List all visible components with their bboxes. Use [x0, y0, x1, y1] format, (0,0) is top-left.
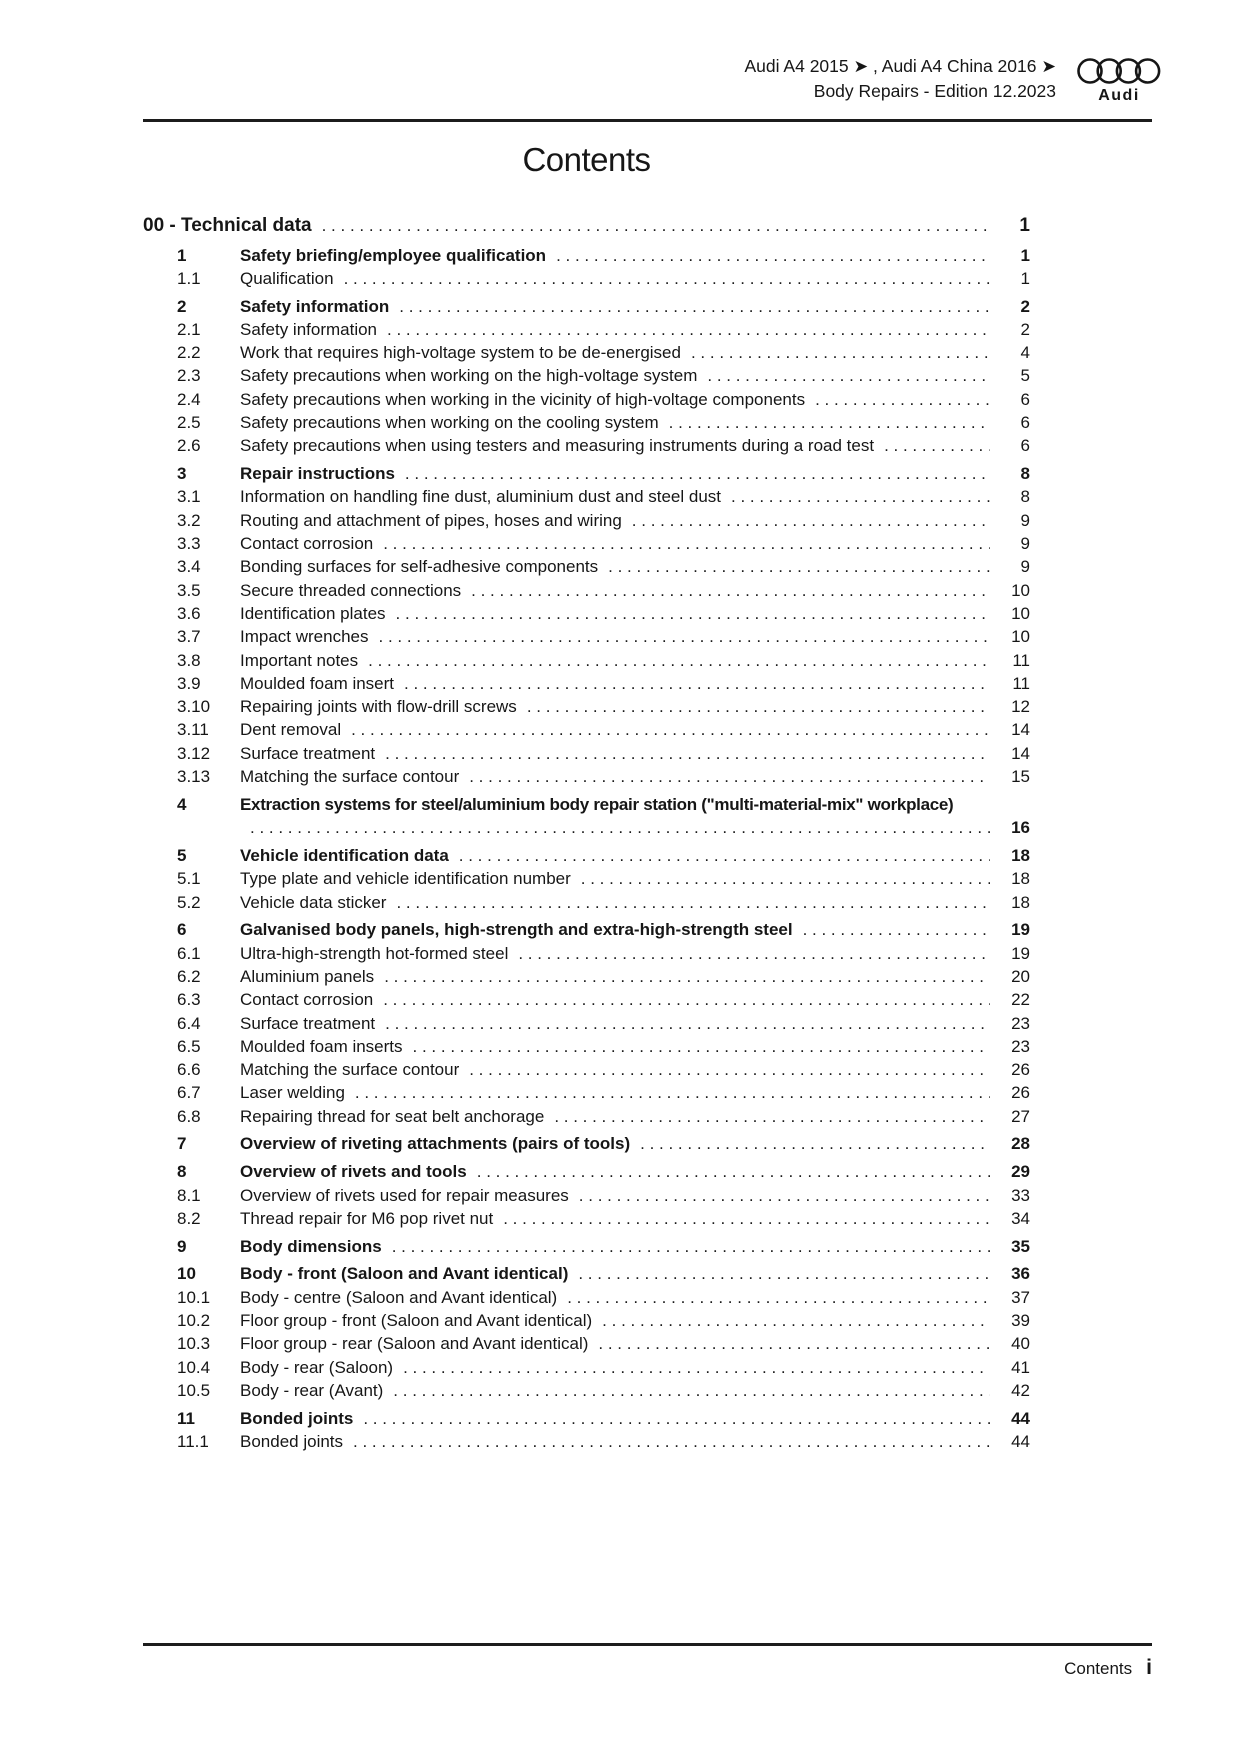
- toc-leader-dots: [731, 485, 990, 508]
- toc-leader-dots: [353, 1430, 990, 1453]
- toc-entry-title: Repair instructions: [240, 464, 395, 484]
- toc-entry: [143, 411, 1030, 434]
- toc-entry-number: 2: [177, 296, 187, 316]
- toc-entry-title: Bonded joints: [240, 1432, 344, 1452]
- toc-leader-dots: [640, 1132, 990, 1155]
- toc-leader-dots: [368, 649, 990, 672]
- toc-entry: [143, 1207, 1030, 1230]
- toc-entry: [143, 891, 1030, 914]
- toc-entry-number: 3.11: [177, 720, 209, 740]
- toc-entry-page: 6: [1020, 436, 1030, 456]
- toc-entry: [143, 532, 1030, 555]
- toc-entry-page: 8: [1020, 464, 1030, 484]
- page-title: Contents: [522, 141, 651, 178]
- toc-entry-number: 3.13: [177, 767, 211, 787]
- toc-leader-dots: [399, 295, 990, 318]
- toc-entry-page: 1: [1020, 268, 1030, 288]
- toc-leader-dots: [691, 341, 990, 364]
- header-divider: [143, 119, 1152, 122]
- toc-leader-dots: [581, 867, 990, 890]
- toc-leader-dots: [803, 918, 990, 941]
- toc-entry-page: 10: [1011, 603, 1030, 623]
- toc-entry-title: Laser welding: [240, 1083, 345, 1103]
- toc-entry-page: 6: [1020, 413, 1030, 433]
- toc-entry-title: Body - centre (Saloon and Avant identical): [240, 1287, 558, 1307]
- toc-entry-title: Bonding surfaces for self-adhesive components: [240, 557, 599, 577]
- toc-entry-title: Overview of rivets used for repair measures: [240, 1185, 569, 1205]
- toc-entry-title: Body - rear (Avant): [240, 1380, 384, 1400]
- toc-leader-dots: [503, 1207, 990, 1230]
- toc-entry-number: 3.5: [177, 580, 201, 600]
- toc-entry: [143, 1058, 1030, 1081]
- toc-entry: [143, 942, 1030, 965]
- toc-entry-number: 6.7: [177, 1083, 201, 1103]
- toc-entry: [143, 844, 1030, 867]
- toc-entry-title: Safety precautions when working on the cooling system: [240, 413, 659, 433]
- toc-entry-number: 5.1: [177, 869, 201, 889]
- toc-entry: [143, 649, 1030, 672]
- toc-entry-page: 14: [1011, 743, 1030, 763]
- toc-entry-number: 2.5: [177, 413, 201, 433]
- toc-entry-title: Moulded foam inserts: [240, 1036, 403, 1056]
- toc-entry-title: Type plate and vehicle identification number: [240, 869, 571, 889]
- toc-entry: [143, 1286, 1030, 1309]
- toc-entry-title: Repairing thread for seat belt anchorage: [240, 1106, 545, 1126]
- toc-entry-title: Qualification: [240, 268, 334, 288]
- toc-entry-title: Safety briefing/employee qualification: [240, 245, 547, 265]
- toc-entry: [143, 1407, 1030, 1430]
- toc-leader-dots: [355, 1081, 990, 1104]
- toc-entry-title: Body - rear (Saloon): [240, 1357, 394, 1377]
- toc-entry: [143, 295, 1030, 318]
- footer-page-number: i: [1146, 1656, 1152, 1679]
- toc-entry-title: Aluminium panels: [240, 966, 375, 986]
- toc-entry: [143, 462, 1030, 485]
- toc-entry-title: Safety precautions when working in the vicinity of high-voltage components: [240, 389, 806, 409]
- toc-entry-page: 39: [1011, 1311, 1030, 1331]
- toc-leader-dots: [250, 816, 990, 839]
- toc-leader-dots: [396, 602, 990, 625]
- toc-entry: [143, 867, 1030, 890]
- toc-entry-title: Routing and attachment of pipes, hoses and wiring: [240, 510, 622, 530]
- toc-entry-title: Body - front (Saloon and Avant identical): [240, 1264, 569, 1284]
- toc-entry-title: Identification plates: [240, 603, 386, 623]
- toc-leader-dots: [669, 411, 990, 434]
- toc-entry-number: 10: [177, 1264, 196, 1284]
- toc-entry-number: 11.1: [177, 1432, 209, 1452]
- toc-entry-number: 3.12: [177, 743, 211, 763]
- audi-wordmark: Audi: [1098, 87, 1140, 104]
- toc-entry-number: 2.4: [177, 389, 201, 409]
- toc-entry-title: Ultra-high-strength hot-formed steel: [240, 943, 509, 963]
- toc-entry-title: Overview of rivets and tools: [240, 1162, 467, 1182]
- toc-entry-number: 6.1: [177, 943, 201, 963]
- toc-entry: [143, 1262, 1030, 1285]
- toc-leader-dots: [383, 988, 990, 1011]
- toc-entry-number: 3.1: [177, 487, 201, 507]
- toc-entry: [143, 244, 1030, 267]
- toc-entry-number: 6.5: [177, 1036, 201, 1056]
- toc-leader-dots: [608, 555, 990, 578]
- toc-entry-title: Surface treatment: [240, 1013, 376, 1033]
- toc-entry-number: 3.10: [177, 697, 211, 717]
- toc-entry: [143, 1035, 1030, 1058]
- toc-entry: [143, 816, 1030, 839]
- toc-leader-dots: [405, 462, 990, 485]
- toc-entry-number: 10.5: [177, 1380, 211, 1400]
- toc-entry-page: 23: [1011, 1013, 1030, 1033]
- toc-entry-number: 1.1: [177, 268, 201, 288]
- toc-entry-number: 3: [177, 464, 187, 484]
- toc-entry-title: Work that requires high-voltage system to be de-energised: [240, 343, 681, 363]
- toc-entry-number: 6.3: [177, 990, 201, 1010]
- toc-entry-title: Galvanised body panels, high-strength and extra-high-strength steel: [240, 920, 793, 940]
- toc-entry: [143, 579, 1030, 602]
- toc-entry-page: 35: [1011, 1236, 1030, 1256]
- toc-entry-page: 33: [1011, 1185, 1030, 1205]
- toc-entry-number: 6.6: [177, 1060, 201, 1080]
- page-footer: [143, 1656, 1152, 1680]
- toc-entry-title: Surface treatment: [240, 743, 376, 763]
- toc-leader-dots: [567, 1286, 990, 1309]
- toc-entry: [143, 267, 1030, 290]
- toc-entry-number: 9: [177, 1236, 187, 1256]
- toc-entry: [143, 1430, 1030, 1453]
- toc-list: [143, 212, 1030, 1453]
- toc-entry: [143, 1309, 1030, 1332]
- toc-entry-page: 5: [1020, 366, 1030, 386]
- toc-entry-number: 8.2: [177, 1208, 201, 1228]
- toc-entry-page: 8: [1020, 487, 1030, 507]
- toc-leader-dots: [632, 509, 990, 532]
- toc-entry-title: Bonded joints: [240, 1408, 354, 1428]
- toc-entry-page: 37: [1011, 1287, 1030, 1307]
- toc-entry-number: 11: [177, 1408, 195, 1428]
- header-model-line: Audi A4 2015 ➤ , Audi A4 China 2016 ➤: [744, 56, 1056, 76]
- toc-entry: [143, 602, 1030, 625]
- toc-leader-dots: [387, 318, 990, 341]
- toc-entry-page: 18: [1011, 892, 1030, 912]
- toc-leader-dots: [884, 434, 990, 457]
- toc-leader-dots: [385, 1012, 990, 1035]
- toc-entry: [143, 1379, 1030, 1402]
- toc-entry: [143, 1332, 1030, 1355]
- toc-entry-title: 00 - Technical data: [143, 215, 312, 236]
- toc-entry-page: 14: [1011, 720, 1030, 740]
- toc-leader-dots: [384, 965, 990, 988]
- toc-entry-title: Dent removal: [240, 720, 342, 740]
- toc-entry: [143, 625, 1030, 648]
- toc-entry-number: 6.4: [177, 1013, 201, 1033]
- toc-entry-title: Body dimensions: [240, 1236, 382, 1256]
- toc-leader-dots: [322, 212, 990, 239]
- toc-entry: [143, 965, 1030, 988]
- toc-entry-page: 15: [1011, 767, 1030, 787]
- toc-leader-dots: [385, 742, 990, 765]
- toc-entry-title: Safety precautions when working on the high-voltage system: [240, 366, 698, 386]
- toc-entry: [143, 1235, 1030, 1258]
- toc-entry-page: 16: [1011, 818, 1030, 838]
- toc-entry-number: 2.3: [177, 366, 201, 386]
- toc-entry: [143, 742, 1030, 765]
- toc-entry: [143, 212, 1030, 239]
- toc-leader-dots: [403, 1356, 990, 1379]
- toc-entry-number: 3.9: [177, 673, 201, 693]
- toc-leader-dots: [469, 765, 990, 788]
- toc-entry-title: Secure threaded connections: [240, 580, 462, 600]
- toc-entry: [143, 485, 1030, 508]
- toc-entry-page: 26: [1011, 1083, 1030, 1103]
- toc-entry-page: 42: [1011, 1380, 1030, 1400]
- toc-leader-dots: [554, 1105, 990, 1128]
- toc-leader-dots: [344, 267, 990, 290]
- toc-entry: [143, 1356, 1030, 1379]
- toc-entry-page: 1: [1019, 215, 1030, 236]
- toc-entry-page: 22: [1011, 990, 1030, 1010]
- toc-entry: [143, 364, 1030, 387]
- toc-leader-dots: [527, 695, 990, 718]
- toc-entry-title: Floor group - rear (Saloon and Avant identical): [240, 1334, 589, 1354]
- toc-entry-number: 1: [177, 245, 187, 265]
- toc-entry-page: 10: [1011, 627, 1030, 647]
- toc-entry-title: Extraction systems for steel/aluminium body repair station ("multi-material-mix" workplace): [240, 794, 954, 814]
- toc-leader-dots: [707, 364, 990, 387]
- audi-rings-icon: [1076, 56, 1162, 86]
- toc-entry-page: 9: [1020, 557, 1030, 577]
- toc-entry-page: 20: [1011, 966, 1030, 986]
- toc-entry-number: 2.1: [177, 319, 201, 339]
- toc-leader-dots: [351, 718, 990, 741]
- toc-entry: [143, 672, 1030, 695]
- toc-entry-title: Thread repair for M6 pop rivet nut: [240, 1208, 494, 1228]
- toc-entry: [143, 793, 1030, 816]
- toc-entry-page: 1: [1020, 245, 1030, 265]
- toc-entry-page: 27: [1011, 1106, 1030, 1126]
- toc-leader-dots: [598, 1332, 990, 1355]
- toc-entry: [143, 1160, 1030, 1183]
- toc-entry: [143, 765, 1030, 788]
- footer-section-label: Contents: [1064, 1659, 1133, 1678]
- toc-entry-title: Repairing joints with flow-drill screws: [240, 697, 517, 717]
- toc-leader-dots: [469, 1058, 990, 1081]
- toc-entry-title: Impact wrenches: [240, 627, 369, 647]
- toc-entry: [143, 1132, 1030, 1155]
- toc-entry-number: 3.8: [177, 650, 201, 670]
- toc-entry-page: 2: [1020, 296, 1030, 316]
- toc-entry-page: 34: [1011, 1208, 1030, 1228]
- toc-entry-page: 19: [1011, 943, 1030, 963]
- toc-leader-dots: [556, 244, 990, 267]
- header-edition-line: Body Repairs - Edition 12.2023: [813, 81, 1056, 101]
- toc-entry: [143, 509, 1030, 532]
- toc-entry: [143, 988, 1030, 1011]
- toc-entry-page: 9: [1020, 534, 1030, 554]
- toc-entry-title: Contact corrosion: [240, 990, 374, 1010]
- toc-entry-page: 6: [1020, 389, 1030, 409]
- toc-entry-number: 6.8: [177, 1106, 201, 1126]
- toc-entry-number: 7: [177, 1134, 187, 1154]
- toc-leader-dots: [579, 1184, 990, 1207]
- toc-entry-page: 2: [1020, 319, 1030, 339]
- toc-leader-dots: [602, 1309, 990, 1332]
- toc-entry-number: 4: [177, 794, 187, 814]
- toc-leader-dots: [471, 579, 990, 602]
- toc-entry: [143, 1105, 1030, 1128]
- page-content: [143, 141, 1030, 1453]
- toc-leader-dots: [518, 942, 990, 965]
- footer-divider: [143, 1643, 1152, 1646]
- toc-entry-page: 19: [1011, 920, 1030, 940]
- toc-entry-page: 44: [1011, 1432, 1030, 1452]
- toc-entry-number: 2.2: [177, 343, 201, 363]
- toc-entry-number: 5.2: [177, 892, 201, 912]
- toc-entry-number: 8.1: [177, 1185, 201, 1205]
- toc-entry-number: 8: [177, 1162, 187, 1182]
- toc-entry-number: 3.3: [177, 534, 201, 554]
- toc-entry-page: 23: [1011, 1036, 1030, 1056]
- toc-entry-page: 10: [1011, 580, 1030, 600]
- toc-leader-dots: [413, 1035, 990, 1058]
- toc-entry-title: Floor group - front (Saloon and Avant identical): [240, 1311, 593, 1331]
- toc-entry-page: 11: [1012, 650, 1030, 670]
- toc-entry-page: 26: [1011, 1060, 1030, 1080]
- toc-leader-dots: [396, 891, 990, 914]
- toc-entry-title: Safety precautions when using testers and measuring instruments during a road test: [240, 436, 875, 456]
- toc-entry-page: 11: [1012, 673, 1030, 693]
- toc-entry: [143, 1081, 1030, 1104]
- toc-entry-number: 10.2: [177, 1311, 211, 1331]
- toc-entry-page: 41: [1011, 1357, 1030, 1377]
- toc-leader-dots: [379, 625, 991, 648]
- toc-leader-dots: [404, 672, 990, 695]
- toc-entry: [143, 718, 1030, 741]
- toc-entry: [143, 1184, 1030, 1207]
- toc-entry-number: 6.2: [177, 966, 201, 986]
- toc-entry-page: 12: [1011, 697, 1030, 717]
- toc-entry-title: Vehicle identification data: [240, 845, 449, 865]
- toc-entry: [143, 388, 1030, 411]
- page-header: [143, 54, 1152, 104]
- toc-entry-page: 28: [1011, 1134, 1030, 1154]
- toc-leader-dots: [459, 844, 990, 867]
- toc-entry-number: 2.6: [177, 436, 201, 456]
- toc-entry-title: Moulded foam insert: [240, 673, 395, 693]
- toc-entry: [143, 341, 1030, 364]
- toc-entry-title: Safety information: [240, 296, 390, 316]
- toc-entry-number: 3.4: [177, 557, 201, 577]
- toc-entry-title: Information on handling fine dust, aluminium dust and steel dust: [240, 487, 722, 507]
- toc-entry: [143, 695, 1030, 718]
- toc-entry-title: Matching the surface contour: [240, 767, 460, 787]
- toc-entry-page: 4: [1020, 343, 1030, 363]
- toc-entry-number: 5: [177, 845, 187, 865]
- audi-logo: [1076, 56, 1162, 105]
- toc-entry-number: 3.2: [177, 510, 201, 530]
- toc-entry-title: Contact corrosion: [240, 534, 374, 554]
- toc-entry: [143, 918, 1030, 941]
- toc-entry-number: 3.7: [177, 627, 201, 647]
- toc-entry: [143, 434, 1030, 457]
- toc-leader-dots: [393, 1379, 990, 1402]
- toc-entry-title: Safety information: [240, 319, 378, 339]
- toc-entry-page: 40: [1011, 1334, 1030, 1354]
- toc-leader-dots: [578, 1262, 990, 1285]
- toc-entry-number: 10.1: [177, 1287, 211, 1307]
- toc-entry-title: Important notes: [240, 650, 359, 670]
- toc-entry-title: Matching the surface contour: [240, 1060, 460, 1080]
- toc-leader-dots: [815, 388, 990, 411]
- toc-entry-page: 18: [1011, 845, 1030, 865]
- toc-entry-page: 29: [1011, 1162, 1030, 1182]
- toc-entry: [143, 318, 1030, 341]
- toc-entry-page: 18: [1011, 869, 1030, 889]
- toc-entry-title: Vehicle data sticker: [240, 892, 387, 912]
- header-text: [143, 54, 1152, 104]
- toc-entry: [143, 1012, 1030, 1035]
- toc-entry-number: 3.6: [177, 603, 201, 623]
- toc-entry: [143, 555, 1030, 578]
- toc-entry-number: 10.3: [177, 1334, 211, 1354]
- toc-entry-number: 10.4: [177, 1357, 211, 1377]
- toc-entry-page: 44: [1011, 1408, 1030, 1428]
- toc-entry-page: 36: [1011, 1264, 1030, 1284]
- toc-entry-number: 6: [177, 920, 187, 940]
- toc-leader-dots: [363, 1407, 990, 1430]
- toc-entry-title: Overview of riveting attachments (pairs of tools): [240, 1134, 631, 1154]
- toc-leader-dots: [477, 1160, 990, 1183]
- toc-entry-page: 9: [1020, 510, 1030, 530]
- toc-leader-dots: [383, 532, 990, 555]
- toc-leader-dots: [392, 1235, 990, 1258]
